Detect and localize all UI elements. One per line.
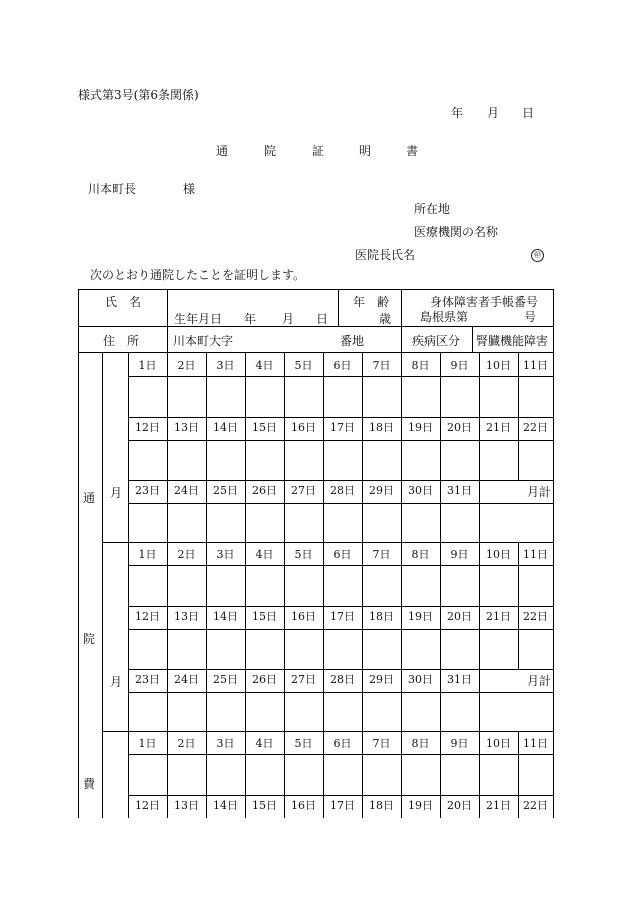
title-char-5: 書 xyxy=(406,144,419,158)
day-label: 19日 xyxy=(408,799,433,812)
grid-line xyxy=(479,692,480,732)
day-label: 28日 xyxy=(330,484,355,497)
day-label: 19日 xyxy=(408,421,433,434)
day-label: 6日 xyxy=(333,548,352,561)
day-label: 26日 xyxy=(252,484,277,497)
grid-line xyxy=(284,629,285,670)
visit-label-char-1: 通 xyxy=(83,491,96,505)
grid-line xyxy=(284,754,285,796)
date-day: 日 xyxy=(522,106,535,120)
day-label: 4日 xyxy=(255,737,274,750)
grid-line xyxy=(362,440,363,481)
grid-line xyxy=(338,289,339,327)
grid-line xyxy=(323,440,324,481)
age-unit: 歳 xyxy=(379,312,392,326)
day-label: 8日 xyxy=(411,548,430,561)
day-label: 3日 xyxy=(216,359,235,372)
issuer-facility-label: 医療機関の名称 xyxy=(414,225,499,239)
day-label: 17日 xyxy=(330,421,355,434)
grid-line xyxy=(362,629,363,670)
grid-line xyxy=(206,440,207,481)
day-label: 20日 xyxy=(447,799,472,812)
grid-line xyxy=(518,754,519,796)
grid-line xyxy=(245,754,246,796)
day-label: 12日 xyxy=(135,421,160,434)
grid-line xyxy=(206,376,207,418)
day-label: 16日 xyxy=(291,610,316,623)
grid-line xyxy=(323,692,324,732)
day-label: 18日 xyxy=(369,610,394,623)
grid-line xyxy=(440,376,441,418)
grid-line xyxy=(167,376,168,418)
grid-line xyxy=(167,440,168,481)
grid-line xyxy=(128,565,554,566)
month-label-2: 月 xyxy=(110,675,123,689)
grid-line xyxy=(323,629,324,670)
grid-line xyxy=(323,503,324,543)
grid-line xyxy=(245,503,246,543)
grid-line xyxy=(284,440,285,481)
grid-line xyxy=(518,629,519,670)
statement-text: 次のとおり通院したことを証明します。 xyxy=(90,268,306,282)
day-label: 20日 xyxy=(447,610,472,623)
day-label: 21日 xyxy=(486,799,511,812)
day-label: 11日 xyxy=(523,548,548,561)
day-label: 22日 xyxy=(523,610,548,623)
grid-line xyxy=(78,326,554,327)
grid-line xyxy=(128,629,554,630)
visit-label-char-2: 院 xyxy=(83,632,96,646)
grid-line xyxy=(401,754,402,796)
day-label: 16日 xyxy=(291,799,316,812)
day-label: 3日 xyxy=(216,737,235,750)
grid-line xyxy=(479,440,480,481)
grid-line xyxy=(472,326,473,353)
day-label: 24日 xyxy=(174,673,199,686)
day-label: 9日 xyxy=(450,359,469,372)
grid-line xyxy=(440,503,441,543)
birth-day: 日 xyxy=(316,312,329,326)
grid-line xyxy=(323,565,324,607)
seal-mark-icon xyxy=(531,246,544,262)
day-label: 18日 xyxy=(369,799,394,812)
day-label: 10日 xyxy=(486,359,511,372)
grid-line xyxy=(128,692,554,693)
seal-mark: ㊞ xyxy=(531,249,544,262)
grid-line xyxy=(167,289,168,353)
grid-line xyxy=(440,629,441,670)
grid-line xyxy=(440,754,441,796)
day-label: 12日 xyxy=(135,799,160,812)
grid-line xyxy=(553,289,554,818)
day-label: 28日 xyxy=(330,673,355,686)
day-label: 23日 xyxy=(135,484,160,497)
grid-line xyxy=(78,289,554,290)
day-label: 15日 xyxy=(252,610,277,623)
grid-line xyxy=(206,754,207,796)
birth-month: 月 xyxy=(282,312,295,326)
date-month: 月 xyxy=(487,106,500,120)
grid-line xyxy=(284,565,285,607)
day-label: 11日 xyxy=(523,737,548,750)
grid-line xyxy=(284,503,285,543)
day-label: 9日 xyxy=(450,548,469,561)
day-label: 14日 xyxy=(213,799,238,812)
grid-line xyxy=(128,503,554,504)
day-label: 4日 xyxy=(255,359,274,372)
grid-line xyxy=(78,289,79,818)
grid-line xyxy=(245,692,246,732)
grid-line xyxy=(128,731,554,732)
grid-line xyxy=(401,289,402,353)
grid-line xyxy=(128,669,554,670)
day-label: 1日 xyxy=(138,359,157,372)
handbook-prefix: 島根県第 xyxy=(420,310,469,324)
date-year: 年 xyxy=(451,106,464,120)
visit-label-char-3: 費 xyxy=(83,777,96,791)
day-label: 2日 xyxy=(177,548,196,561)
addressee-name: 川本町長 xyxy=(88,182,137,196)
handbook-label: 身体障害者手帳番号 xyxy=(430,295,539,309)
grid-line xyxy=(401,440,402,481)
grid-line xyxy=(245,440,246,481)
grid-line xyxy=(440,565,441,607)
grid-line xyxy=(167,565,168,607)
grid-line xyxy=(479,629,480,670)
grid-line xyxy=(362,692,363,732)
day-label: 20日 xyxy=(447,421,472,434)
disease-value: 腎臓機能障害 xyxy=(476,334,549,348)
grid-line xyxy=(167,754,168,796)
grid-line xyxy=(128,542,554,543)
grid-line xyxy=(479,565,480,607)
day-label: 30日 xyxy=(408,484,433,497)
grid-line xyxy=(102,731,129,732)
day-label: 1日 xyxy=(138,548,157,561)
day-label: 22日 xyxy=(523,421,548,434)
grid-line xyxy=(128,376,554,377)
day-label: 2日 xyxy=(177,737,196,750)
day-label: 23日 xyxy=(135,673,160,686)
grid-line xyxy=(518,565,519,607)
grid-line xyxy=(518,440,519,481)
month-label-1: 月 xyxy=(110,486,123,500)
day-label: 5日 xyxy=(294,737,313,750)
title-char-2: 院 xyxy=(264,144,277,158)
grid-line xyxy=(128,417,554,418)
grid-line xyxy=(206,503,207,543)
grid-line xyxy=(479,754,480,796)
grid-line xyxy=(479,376,480,418)
day-label: 24日 xyxy=(174,484,199,497)
day-label: 10日 xyxy=(486,548,511,561)
day-label: 13日 xyxy=(174,799,199,812)
day-label: 19日 xyxy=(408,610,433,623)
day-label: 30日 xyxy=(408,673,433,686)
day-label: 25日 xyxy=(213,484,238,497)
age-label: 年 齢 xyxy=(353,295,390,309)
day-label: 27日 xyxy=(291,484,316,497)
day-label: 3日 xyxy=(216,548,235,561)
grid-line xyxy=(440,440,441,481)
grid-line xyxy=(401,565,402,607)
issuer-director-label: 医院長氏名 xyxy=(355,248,416,262)
month-total-label-1: 月計 xyxy=(527,485,552,499)
grid-line xyxy=(284,692,285,732)
day-label: 7日 xyxy=(372,548,391,561)
handbook-suffix: 号 xyxy=(524,310,537,324)
month-total-label-2: 月計 xyxy=(527,674,552,688)
address-suffix: 番地 xyxy=(340,334,365,348)
grid-line xyxy=(206,692,207,732)
grid-line xyxy=(479,503,480,543)
grid-line xyxy=(245,565,246,607)
grid-line xyxy=(401,629,402,670)
birth-year: 年 xyxy=(244,312,257,326)
grid-line xyxy=(167,629,168,670)
grid-line xyxy=(102,352,103,818)
day-label: 1日 xyxy=(138,737,157,750)
issuer-address-label: 所在地 xyxy=(414,202,451,216)
grid-line xyxy=(479,480,480,504)
day-label: 4日 xyxy=(255,548,274,561)
day-label: 15日 xyxy=(252,799,277,812)
day-label: 6日 xyxy=(333,359,352,372)
day-label: 21日 xyxy=(486,421,511,434)
grid-line xyxy=(167,692,168,732)
addressee-honorific: 様 xyxy=(183,182,196,196)
grid-line xyxy=(206,565,207,607)
grid-line xyxy=(362,503,363,543)
day-label: 13日 xyxy=(174,610,199,623)
disease-label: 疾病区分 xyxy=(412,334,461,348)
address-label: 住 所 xyxy=(103,334,140,348)
day-label: 17日 xyxy=(330,610,355,623)
day-label: 5日 xyxy=(294,359,313,372)
grid-line xyxy=(362,754,363,796)
grid-line xyxy=(128,440,554,441)
day-label: 25日 xyxy=(213,673,238,686)
grid-line xyxy=(128,352,554,353)
grid-line xyxy=(245,629,246,670)
day-label: 17日 xyxy=(330,799,355,812)
grid-line xyxy=(323,376,324,418)
grid-line xyxy=(401,503,402,543)
grid-line xyxy=(128,754,554,755)
form-number: 様式第3号(第6条関係) xyxy=(78,88,199,102)
name-label: 氏 名 xyxy=(105,295,142,309)
day-label: 2日 xyxy=(177,359,196,372)
grid-line xyxy=(362,376,363,418)
day-label: 31日 xyxy=(447,484,472,497)
day-label: 22日 xyxy=(523,799,548,812)
day-label: 14日 xyxy=(213,610,238,623)
day-label: 8日 xyxy=(411,737,430,750)
day-label: 26日 xyxy=(252,673,277,686)
title-char-4: 明 xyxy=(359,144,372,158)
grid-line xyxy=(401,692,402,732)
grid-line xyxy=(362,565,363,607)
day-label: 14日 xyxy=(213,421,238,434)
day-label: 27日 xyxy=(291,673,316,686)
grid-line xyxy=(128,795,554,796)
grid-line xyxy=(102,542,129,543)
grid-line xyxy=(518,376,519,418)
birth-label: 生年月日 xyxy=(174,312,223,326)
address-value: 川本町大字 xyxy=(173,334,234,348)
day-label: 13日 xyxy=(174,421,199,434)
day-label: 6日 xyxy=(333,737,352,750)
day-label: 5日 xyxy=(294,548,313,561)
day-label: 18日 xyxy=(369,421,394,434)
day-label: 9日 xyxy=(450,737,469,750)
day-label: 15日 xyxy=(252,421,277,434)
day-label: 7日 xyxy=(372,359,391,372)
grid-line xyxy=(479,669,480,693)
day-label: 12日 xyxy=(135,610,160,623)
day-label: 29日 xyxy=(369,484,394,497)
grid-line xyxy=(284,376,285,418)
day-label: 10日 xyxy=(486,737,511,750)
day-label: 29日 xyxy=(369,673,394,686)
day-label: 21日 xyxy=(486,610,511,623)
day-label: 11日 xyxy=(523,359,548,372)
grid-line xyxy=(128,606,554,607)
day-label: 8日 xyxy=(411,359,430,372)
grid-line xyxy=(167,503,168,543)
grid-line xyxy=(440,692,441,732)
grid-line xyxy=(128,480,554,481)
title-char-3: 証 xyxy=(312,144,325,158)
title-char-1: 通 xyxy=(216,144,229,158)
grid-line xyxy=(323,754,324,796)
day-label: 7日 xyxy=(372,737,391,750)
day-label: 16日 xyxy=(291,421,316,434)
grid-line xyxy=(245,376,246,418)
grid-line xyxy=(206,629,207,670)
day-label: 31日 xyxy=(447,673,472,686)
grid-line xyxy=(401,376,402,418)
